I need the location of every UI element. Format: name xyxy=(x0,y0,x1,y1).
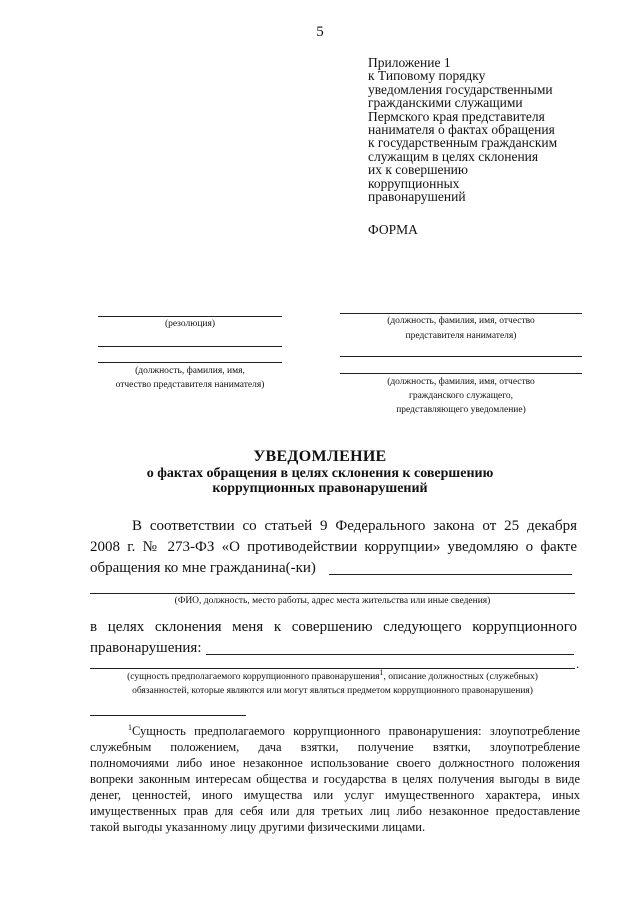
essence-line xyxy=(90,668,575,669)
servant-caption-1: (должность, фамилия, имя, отчество xyxy=(387,377,535,387)
employer-caption-right-2: представителя нанимателя) xyxy=(405,331,517,341)
footnote-line-5 xyxy=(90,788,580,803)
appendix-line: Приложение 1 xyxy=(368,55,451,70)
employer-caption-right-1: (должность, фамилия, имя, отчество xyxy=(387,316,535,326)
fio-caption: (ФИО, должность, место работы, адрес места жительства или иные сведения) xyxy=(174,596,491,606)
employer-line-left-1 xyxy=(98,346,282,347)
essence-caption-tail: , описание должностных (служебных) xyxy=(383,672,538,682)
essence-caption-2: обязанностей, которые являются или могут являться предметом коррупционного правонарушения) xyxy=(132,686,533,696)
body-line-5: правонарушения: xyxy=(90,640,202,656)
footnote-text: служебным положением, дача взятки, получение взятки, злоупотребление xyxy=(90,740,580,754)
body-line-2 xyxy=(90,537,577,557)
appendix-line: Пермского края представителя xyxy=(368,108,545,124)
footnote-line-6 xyxy=(90,804,580,819)
appendix-header xyxy=(368,56,618,203)
body-text: В соответствии со статьей 9 Федерального закона от 25 декабря xyxy=(132,518,577,534)
employer-caption-left-2: отчество представителя нанимателя) xyxy=(115,380,265,390)
employer-line-left-2 xyxy=(98,362,282,363)
essence-line-dot: . xyxy=(576,656,580,671)
footnote-line-3 xyxy=(90,756,580,771)
body-text: 2008 г. № 273-ФЗ «О противодействии коррупции» уведомляю о факте xyxy=(90,539,577,555)
footnote-ref: 1 xyxy=(379,667,384,677)
footnote-line-2 xyxy=(90,740,580,755)
body-text: в целях склонения меня к совершению следующего коррупционного xyxy=(90,619,577,635)
body-line-4 xyxy=(90,617,577,637)
appendix-line: к Типовому порядку xyxy=(368,68,486,84)
appendix-line: служащим в целях склонения xyxy=(368,148,539,164)
footnote-text: Сущность предполагаемого коррупционного правонарушения: злоупотребление xyxy=(132,724,580,738)
essence-caption-text: (сущность предполагаемого коррупционного правонарушения xyxy=(127,672,380,682)
appendix-line: правонарушений xyxy=(368,189,466,205)
body-line-3: обращения ко мне гражданина(-ки) xyxy=(90,560,316,576)
footnote-line-7: такой выгоды указанному лицу другими физическими лицами. xyxy=(90,820,426,834)
body-line-1 xyxy=(132,516,577,536)
footnote-text: полномочиями либо иное незаконное использование своего должностного положения xyxy=(90,756,580,770)
footnote-text: имущественных прав для себя или для третьих лиц либо незаконное предоставление xyxy=(90,804,580,818)
page-number: 5 xyxy=(316,24,324,40)
essence-caption-1 xyxy=(90,667,575,685)
appendix-line: их к совершению xyxy=(368,162,468,178)
notice-subtitle-2: коррупционных правонарушений xyxy=(212,481,428,496)
servant-caption-3: представляющего уведомление) xyxy=(396,405,526,415)
servant-line-2 xyxy=(340,373,582,374)
footnote-line-4 xyxy=(90,772,580,787)
servant-line-1 xyxy=(340,356,582,357)
footnote-text: вопреки законным интересам общества и государства в целях получения выгоды в виде xyxy=(90,772,580,786)
notice-subtitle-1: о фактах обращения в целях склонения к совершению xyxy=(146,466,494,481)
form-label: ФОРМА xyxy=(368,222,418,237)
employer-caption-left-1: (должность, фамилия, имя, xyxy=(135,366,245,376)
appendix-line: гражданскими служащими xyxy=(368,95,523,111)
resolution-caption: (резолюция) xyxy=(164,319,216,329)
citizen-fill-line xyxy=(329,574,572,575)
appendix-line: уведомления государственными xyxy=(368,81,553,97)
footnote-marker: 1 xyxy=(128,722,132,732)
appendix-line: коррупционных xyxy=(368,175,460,191)
footnote-text: денег, ценностей, иного имущества или услуг имущественного характера, иных xyxy=(90,788,580,802)
footnote-separator xyxy=(90,715,246,716)
appendix-line: к государственным гражданским xyxy=(368,135,558,151)
servant-caption-2: гражданского служащего, xyxy=(408,391,514,401)
offense-fill-line xyxy=(206,654,574,655)
appendix-line: нанимателя о фактах обращения xyxy=(368,122,555,138)
footnote-line-1 xyxy=(128,724,580,739)
notice-title: УВЕДОМЛЕНИЕ xyxy=(253,448,387,465)
